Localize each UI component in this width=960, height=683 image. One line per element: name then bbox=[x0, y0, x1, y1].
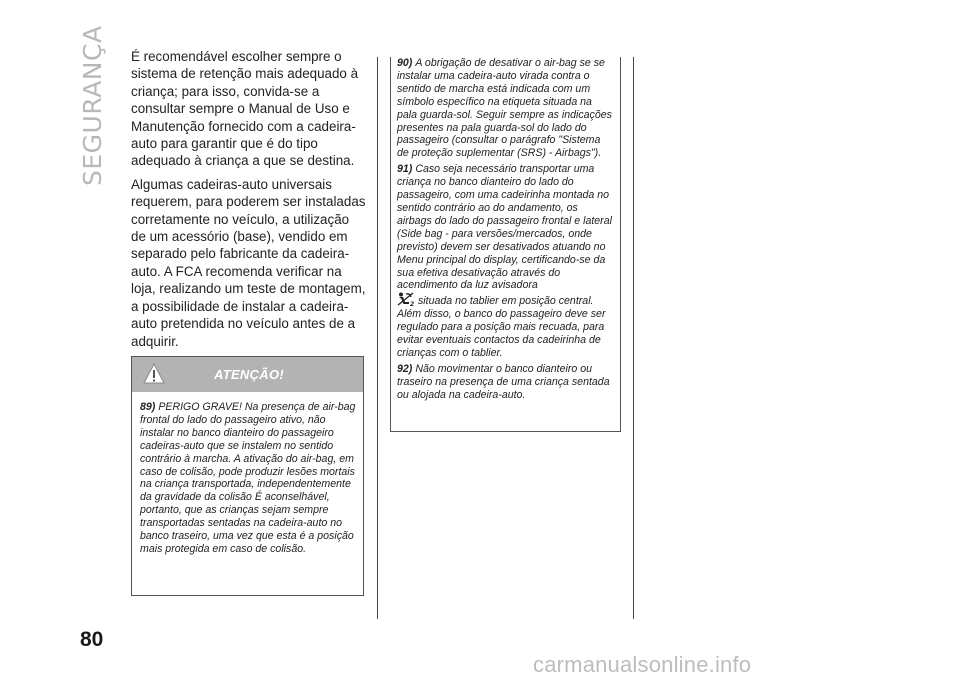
note-92 bbox=[397, 363, 614, 402]
note-89 bbox=[140, 401, 357, 556]
warning-triangle-icon bbox=[143, 363, 165, 385]
note-90 bbox=[397, 57, 614, 160]
column-divider bbox=[377, 57, 378, 619]
note-number: 89) bbox=[140, 401, 156, 413]
watermark: carmanualsonline.info bbox=[533, 652, 752, 677]
svg-text:2: 2 bbox=[410, 301, 415, 307]
page-number: 80 bbox=[80, 628, 104, 651]
note-number: 91) bbox=[397, 163, 413, 176]
note-text: Não movimentar o banco dianteiro ou traseiro na presença de uma criança sentada ou alojada na cadeira-auto. bbox=[397, 362, 610, 401]
notes-box bbox=[390, 57, 621, 432]
note-number: 90) bbox=[397, 57, 413, 69]
note-number: 92) bbox=[397, 362, 413, 375]
note-text: situada no tablier em posição central. Além disso, o banco do passageiro deve ser regulado para a posição mais recuada, para evitar eventuais contactos da cadeirinha de crianças com o tablier. bbox=[397, 295, 606, 359]
paragraph: É recomendável escolher sempre o sistema de retenção mais adequado à criança; para isso, convida-se a consultar sempre o Manual de Uso e Manutenção fornecido com a cadeira-auto para garantir que é do tipo adequado à criança a que se destina. bbox=[131, 49, 359, 169]
section-title: SEGURANÇA bbox=[78, 25, 107, 186]
note-text: Caso seja necessário transportar uma criança no banco dianteiro do lado do passageiro, com uma cadeirinha montada no sentido contrário ao do andamento, os airbags do lado do passageiro frontal e lateral (Side bag - para versões/mercados, onde previsto) devem ser desativados atuando no Menu principal do display, certificando-se da sua efetiva desativação através do acendimento da luz avisadora bbox=[397, 163, 612, 292]
column-1 bbox=[131, 48, 367, 356]
warning-box bbox=[131, 356, 364, 596]
warning-title: ATENÇÃO! bbox=[214, 367, 285, 382]
column-divider bbox=[633, 57, 634, 619]
paragraph: Algumas cadeiras-auto universais requerem, para poderem ser instaladas corretamente no veículo, a utilização de um acessório (base), vendido em separado pelo fabricante da cadeira-auto. A FCA recomenda verificar na loja, realizando um teste de montagem, a possibilidade de instalar a cadeira-auto pretendida no veículo antes de a adquirir. bbox=[131, 176, 366, 349]
note-91 bbox=[397, 163, 614, 360]
note-text: A obrigação de desativar o air-bag se se instalar uma cadeira-auto virada contra o sentido de marcha está indicada com um símbolo específico na etiqueta situada na pala guarda-sol. Seguir sempre as indicações presentes na pala guarda-sol do lado do passageiro (consultar o parágrafo "Sistema de proteção suplementar (SRS) - Airbags"). bbox=[397, 57, 612, 160]
warning-header bbox=[132, 357, 363, 392]
note-text: PERIGO GRAVE! Na presença de air-bag frontal do lado do passageiro ativo, não instalar no banco dianteiro do passageiro cadeiras-auto que se instalem no sentido contrário à marcha. A ativação do air-bag, em caso de colisão, pode produzir lesões mortais na criança transportada, independentemente da gravidade da colisão É aconselhável, portanto, que as crianças sejam sempre transportadas sentadas na cadeira-auto no banco traseiro, uma vez que esta é a posição mais protegida em caso de colisão. bbox=[140, 401, 356, 555]
airbag-off-icon bbox=[397, 292, 415, 306]
